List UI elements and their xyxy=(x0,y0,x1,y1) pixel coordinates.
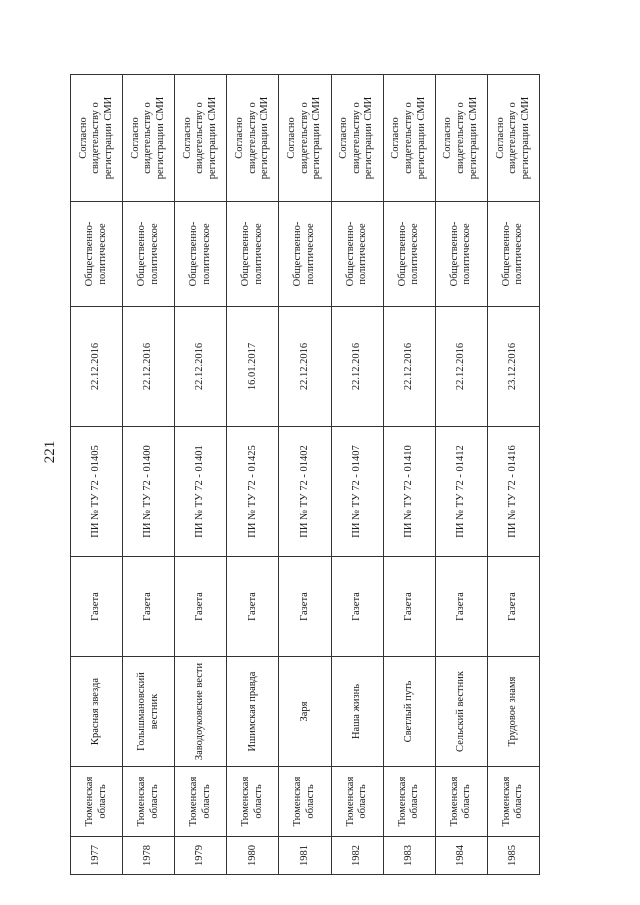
region-cell: Тюменская область xyxy=(331,767,383,837)
publication-title-cell: Наша жизнь xyxy=(331,657,383,767)
registration-date-cell: 22.12.2016 xyxy=(71,307,123,427)
registration-number-cell: ПИ № ТУ 72 - 01410 xyxy=(383,427,435,557)
media-type-cell: Газета xyxy=(175,557,227,657)
table-row xyxy=(383,75,435,875)
registration-date-cell: 23.12.2016 xyxy=(487,307,539,427)
registration-date-cell: 22.12.2016 xyxy=(279,307,331,427)
registration-date-cell: 16.01.2017 xyxy=(227,307,279,427)
table-row xyxy=(123,75,175,875)
publication-title-cell: Ишимская правда xyxy=(227,657,279,767)
media-type-cell: Газета xyxy=(71,557,123,657)
row-number-cell: 1983 xyxy=(383,837,435,875)
publication-title-cell: Голышмановский вестник xyxy=(123,657,175,767)
topic-cell: Общественно- политическое xyxy=(279,202,331,307)
basis-cell: Согласно свидетельству о регистрации СМИ xyxy=(435,75,487,202)
region-cell: Тюменская область xyxy=(175,767,227,837)
row-number-cell: 1977 xyxy=(71,837,123,875)
registration-date-cell: 22.12.2016 xyxy=(383,307,435,427)
basis-cell: Согласно свидетельству о регистрации СМИ xyxy=(487,75,539,202)
registration-number-cell: ПИ № ТУ 72 - 01405 xyxy=(71,427,123,557)
registration-number-cell: ПИ № ТУ 72 - 01401 xyxy=(175,427,227,557)
topic-cell: Общественно- политическое xyxy=(123,202,175,307)
region-cell: Тюменская область xyxy=(279,767,331,837)
media-registry-table xyxy=(70,74,540,875)
row-number-cell: 1979 xyxy=(175,837,227,875)
region-cell: Тюменская область xyxy=(487,767,539,837)
basis-cell: Согласно свидетельству о регистрации СМИ xyxy=(227,75,279,202)
row-number-cell: 1980 xyxy=(227,837,279,875)
basis-cell: Согласно свидетельству о регистрации СМИ xyxy=(383,75,435,202)
publication-title-cell: Трудовое знамя xyxy=(487,657,539,767)
row-number-cell: 1981 xyxy=(279,837,331,875)
topic-cell: Общественно- политическое xyxy=(487,202,539,307)
table-row xyxy=(279,75,331,875)
topic-cell: Общественно- политическое xyxy=(71,202,123,307)
basis-cell: Согласно свидетельству о регистрации СМИ xyxy=(175,75,227,202)
publication-title-cell: Сельский вестник xyxy=(435,657,487,767)
registration-number-cell: ПИ № ТУ 72 - 01402 xyxy=(279,427,331,557)
row-number-cell: 1985 xyxy=(487,837,539,875)
table-row xyxy=(71,75,123,875)
region-cell: Тюменская область xyxy=(123,767,175,837)
topic-cell: Общественно- политическое xyxy=(435,202,487,307)
topic-cell: Общественно- политическое xyxy=(227,202,279,307)
media-type-cell: Газета xyxy=(331,557,383,657)
row-number-cell: 1984 xyxy=(435,837,487,875)
media-type-cell: Газета xyxy=(279,557,331,657)
registration-number-cell: ПИ № ТУ 72 - 01416 xyxy=(487,427,539,557)
basis-cell: Согласно свидетельству о регистрации СМИ xyxy=(123,75,175,202)
region-cell: Тюменская область xyxy=(383,767,435,837)
registration-number-cell: ПИ № ТУ 72 - 01407 xyxy=(331,427,383,557)
registration-date-cell: 22.12.2016 xyxy=(435,307,487,427)
registration-number-cell: ПИ № ТУ 72 - 01400 xyxy=(123,427,175,557)
row-number-cell: 1982 xyxy=(331,837,383,875)
registration-date-cell: 22.12.2016 xyxy=(175,307,227,427)
media-type-cell: Газета xyxy=(435,557,487,657)
table-row xyxy=(435,75,487,875)
topic-cell: Общественно- политическое xyxy=(383,202,435,307)
media-type-cell: Газета xyxy=(383,557,435,657)
topic-cell: Общественно- политическое xyxy=(331,202,383,307)
registration-date-cell: 22.12.2016 xyxy=(123,307,175,427)
region-cell: Тюменская область xyxy=(71,767,123,837)
row-number-cell: 1978 xyxy=(123,837,175,875)
table-row xyxy=(227,75,279,875)
topic-cell: Общественно- политическое xyxy=(175,202,227,307)
table-row xyxy=(175,75,227,875)
basis-cell: Согласно свидетельству о регистрации СМИ xyxy=(279,75,331,202)
region-cell: Тюменская область xyxy=(227,767,279,837)
table-row xyxy=(487,75,539,875)
region-cell: Тюменская область xyxy=(435,767,487,837)
publication-title-cell: Заря xyxy=(279,657,331,767)
media-type-cell: Газета xyxy=(123,557,175,657)
registration-date-cell: 22.12.2016 xyxy=(331,307,383,427)
basis-cell: Согласно свидетельству о регистрации СМИ xyxy=(331,75,383,202)
publication-title-cell: Светлый путь xyxy=(383,657,435,767)
publication-title-cell: Заводоуковские вести xyxy=(175,657,227,767)
registration-number-cell: ПИ № ТУ 72 - 01412 xyxy=(435,427,487,557)
basis-cell: Согласно свидетельству о регистрации СМИ xyxy=(71,75,123,202)
media-type-cell: Газета xyxy=(227,557,279,657)
publication-title-cell: Красная звезда xyxy=(71,657,123,767)
table-row xyxy=(331,75,383,875)
media-type-cell: Газета xyxy=(487,557,539,657)
page-number: 221 xyxy=(42,440,58,464)
registration-number-cell: ПИ № ТУ 72 - 01425 xyxy=(227,427,279,557)
